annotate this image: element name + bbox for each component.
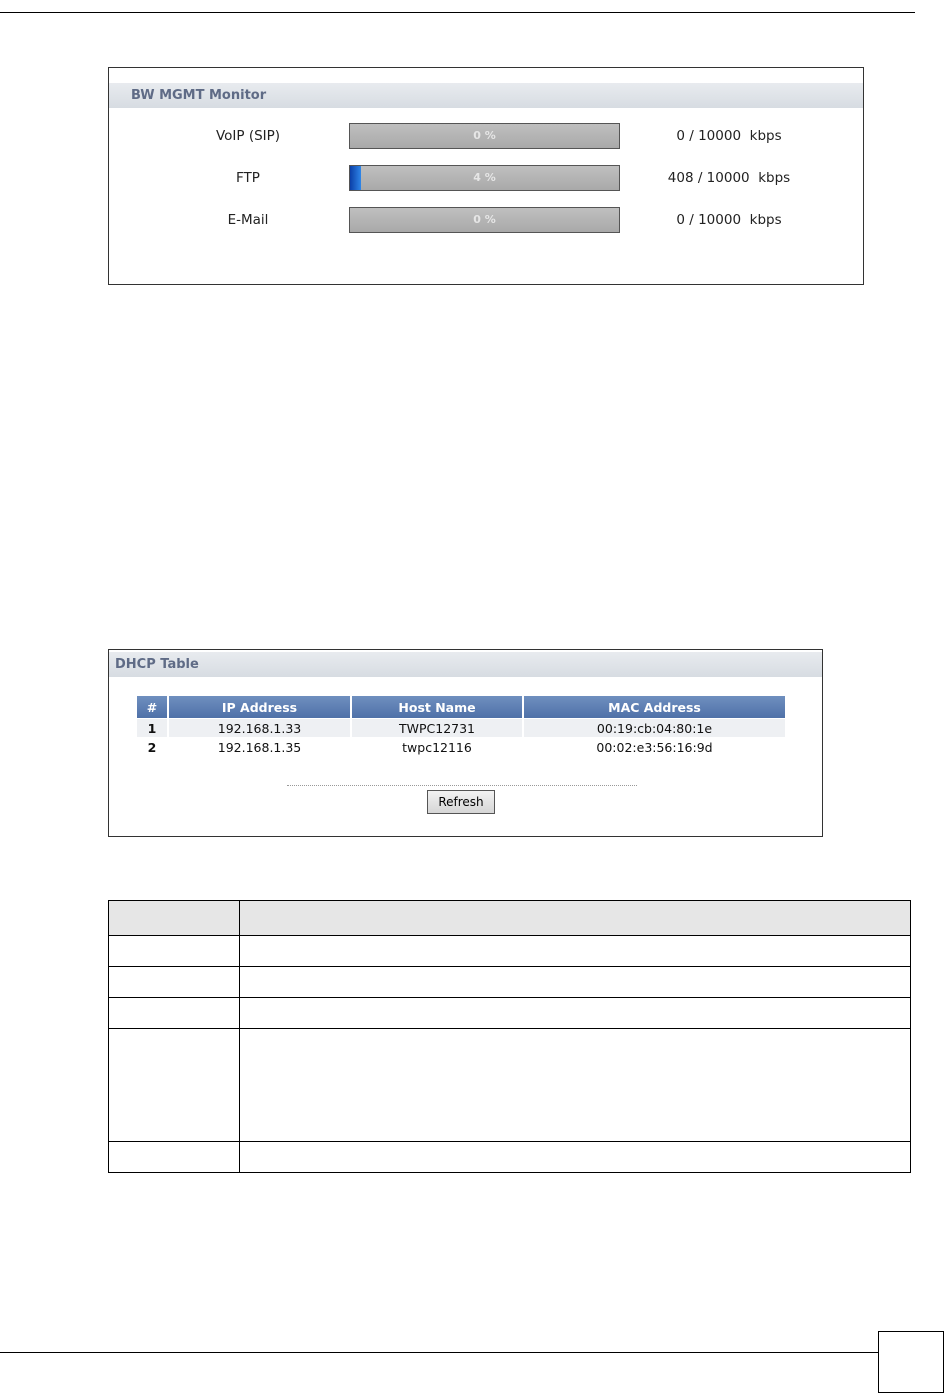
bw-rate-text: 0 / 10000 kbps bbox=[676, 128, 782, 144]
bw-monitor-title: BW MGMT Monitor bbox=[109, 83, 863, 108]
table-cell bbox=[240, 936, 911, 967]
column-header-host-name: Host Name bbox=[352, 696, 522, 718]
bw-progress-bar bbox=[349, 123, 620, 149]
table-row bbox=[109, 998, 911, 1029]
host-name-cell: TWPC12731 bbox=[352, 719, 522, 737]
column-header-mac-address: MAC Address bbox=[524, 696, 785, 718]
bw-percent-text: 0 % bbox=[473, 213, 496, 226]
table-cell bbox=[109, 936, 240, 967]
table-row bbox=[109, 936, 911, 967]
host-name-cell: twpc12116 bbox=[402, 739, 472, 755]
bw-progress-bar bbox=[349, 165, 620, 191]
table-cell bbox=[240, 901, 911, 936]
dhcp-table-title: DHCP Table bbox=[109, 652, 822, 677]
bw-progress-bar bbox=[349, 207, 620, 233]
refresh-button[interactable]: Refresh bbox=[427, 790, 495, 814]
bw-rate-text: 408 / 10000 kbps bbox=[667, 170, 791, 186]
column-header-number: # bbox=[137, 696, 167, 718]
table-row bbox=[109, 1029, 911, 1142]
table-row bbox=[109, 967, 911, 998]
table-cell bbox=[109, 998, 240, 1029]
bw-row-voip bbox=[109, 123, 863, 149]
table-cell bbox=[240, 1142, 911, 1173]
table-cell bbox=[109, 967, 240, 998]
table-row bbox=[109, 1142, 911, 1173]
bw-row-label: FTP bbox=[236, 170, 260, 186]
bw-row-ftp bbox=[109, 165, 863, 191]
bw-mgmt-monitor-panel bbox=[108, 67, 864, 285]
bw-rate-text: 0 / 10000 kbps bbox=[676, 212, 782, 228]
table-cell bbox=[109, 1142, 240, 1173]
table-cell bbox=[109, 901, 240, 936]
row-number: 2 bbox=[147, 739, 157, 755]
page-number-box bbox=[878, 1331, 944, 1393]
ip-address-cell: 192.168.1.35 bbox=[217, 739, 302, 755]
bw-percent-text: 4 % bbox=[473, 171, 496, 184]
column-header-ip-address: IP Address bbox=[169, 696, 350, 718]
header-rule bbox=[0, 12, 915, 13]
mac-address-cell: 00:02:e3:56:16:9d bbox=[596, 739, 713, 755]
table-cell bbox=[240, 1029, 911, 1142]
row-number: 1 bbox=[137, 719, 167, 737]
field-description-table bbox=[108, 900, 911, 1173]
footer-rule bbox=[0, 1352, 878, 1353]
ip-address-cell: 192.168.1.33 bbox=[169, 719, 350, 737]
dhcp-table bbox=[135, 695, 787, 757]
table-cell bbox=[240, 967, 911, 998]
table-header-row bbox=[109, 901, 911, 936]
table-row bbox=[137, 738, 785, 756]
table-cell bbox=[240, 998, 911, 1029]
dhcp-table-panel bbox=[108, 649, 823, 837]
bw-row-label: VoIP (SIP) bbox=[215, 128, 281, 144]
bw-row-email bbox=[109, 207, 863, 233]
table-row bbox=[137, 719, 785, 737]
dotted-divider bbox=[287, 785, 637, 786]
bw-row-label: E-Mail bbox=[227, 212, 269, 228]
mac-address-cell: 00:19:cb:04:80:1e bbox=[524, 719, 785, 737]
bw-percent-text: 0 % bbox=[473, 129, 496, 142]
table-cell bbox=[109, 1029, 240, 1142]
